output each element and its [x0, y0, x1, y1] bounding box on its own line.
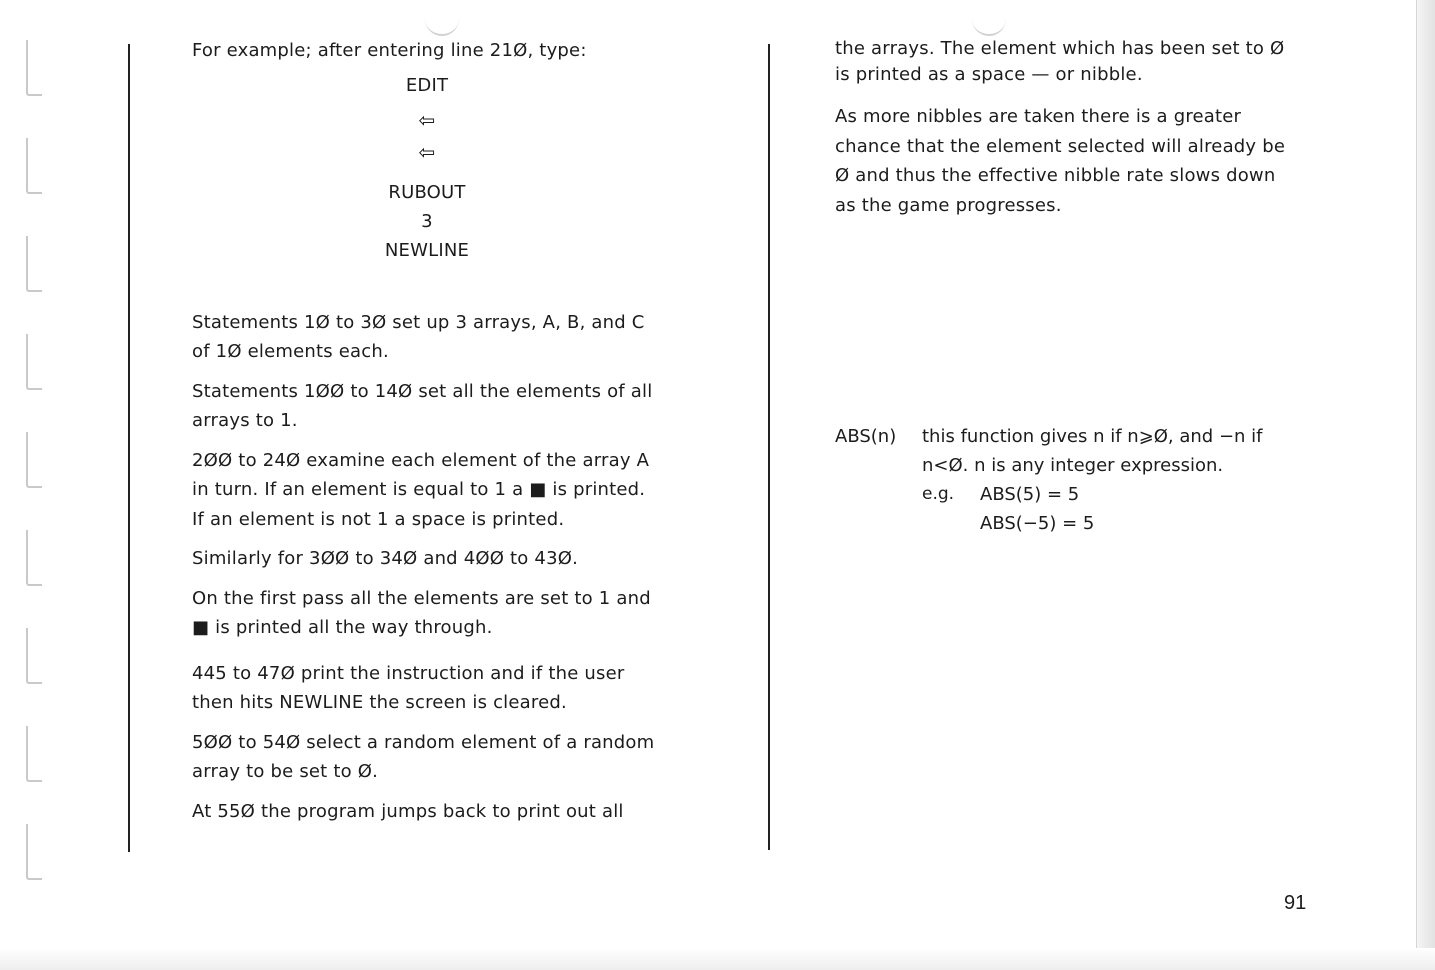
cmd-newline: NEWLINE — [384, 239, 470, 261]
binder-mark — [26, 334, 42, 390]
paragraph: Statements 1ØØ to 14Ø set all the elements of all arrays to 1. — [192, 380, 653, 431]
paragraph: 2ØØ to 24Ø examine each element of the array A in turn. If an element is equal to 1 a ■ is printed. If an element is not 1 a space is printed. — [192, 449, 650, 530]
page-number: 91 — [1284, 892, 1307, 914]
left-arrow-icon: ⇦ — [418, 107, 436, 132]
abs-example-2: ABS(−5) = 5 — [980, 513, 1095, 534]
eg-label: e.g. — [922, 484, 955, 504]
abs-description: this function gives n if n⩾Ø, and −n if n<Ø. n is any integer expression. — [922, 426, 1263, 476]
bottom-shadow — [0, 948, 1435, 970]
right-column — [835, 36, 1310, 230]
binder-mark — [26, 726, 42, 782]
binder-mark — [26, 824, 42, 880]
page-edge — [1416, 0, 1435, 970]
paragraph: Similarly for 3ØØ to 34Ø and 4ØØ to 43Ø. — [192, 548, 579, 569]
abs-example-1: ABS(5) = 5 — [980, 484, 1080, 505]
cmd-three: 3 — [421, 210, 433, 232]
left-margin-rule — [128, 44, 130, 852]
binder-mark — [26, 138, 42, 194]
binder-mark — [26, 40, 42, 96]
paragraph: 5ØØ to 54Ø select a random element of a random array to be set to Ø. — [192, 731, 655, 782]
top-notch-right — [972, 18, 1006, 36]
binder-mark — [26, 432, 42, 488]
cmd-rubout: RUBOUT — [388, 181, 466, 203]
top-notch-left — [425, 18, 459, 36]
binder-mark — [26, 628, 42, 684]
command-sequence — [192, 68, 662, 266]
left-column — [192, 36, 672, 836]
left-arrow-icon: ⇦ — [418, 139, 436, 164]
paragraph: 445 to 47Ø print the instruction and if the user then hits NEWLINE the screen is cleared. — [192, 662, 625, 713]
paragraph: As more nibbles are taken there is a greater chance that the element selected will already be Ø and thus the effective nibble rate slows down as the game progresses. — [835, 106, 1286, 216]
abs-term: ABS(n) — [835, 426, 897, 447]
paragraph: the arrays. The element which has been set to Ø is printed as a space — or nibble. — [835, 38, 1285, 85]
paragraph: On the first pass all the elements are set to 1 and ■ is printed all the way through. — [192, 587, 651, 638]
binder-hole-marks — [26, 30, 46, 890]
paragraph: At 55Ø the program jumps back to print out all — [192, 800, 624, 822]
binder-mark — [26, 530, 42, 586]
paragraph: Statements 1Ø to 3Ø set up 3 arrays, A, B, and C of 1Ø elements each. — [192, 311, 645, 362]
cmd-edit: EDIT — [405, 74, 449, 96]
center-rule — [768, 44, 770, 850]
binder-mark — [26, 236, 42, 292]
intro-text: For example; after entering line 21Ø, type: — [192, 40, 587, 61]
